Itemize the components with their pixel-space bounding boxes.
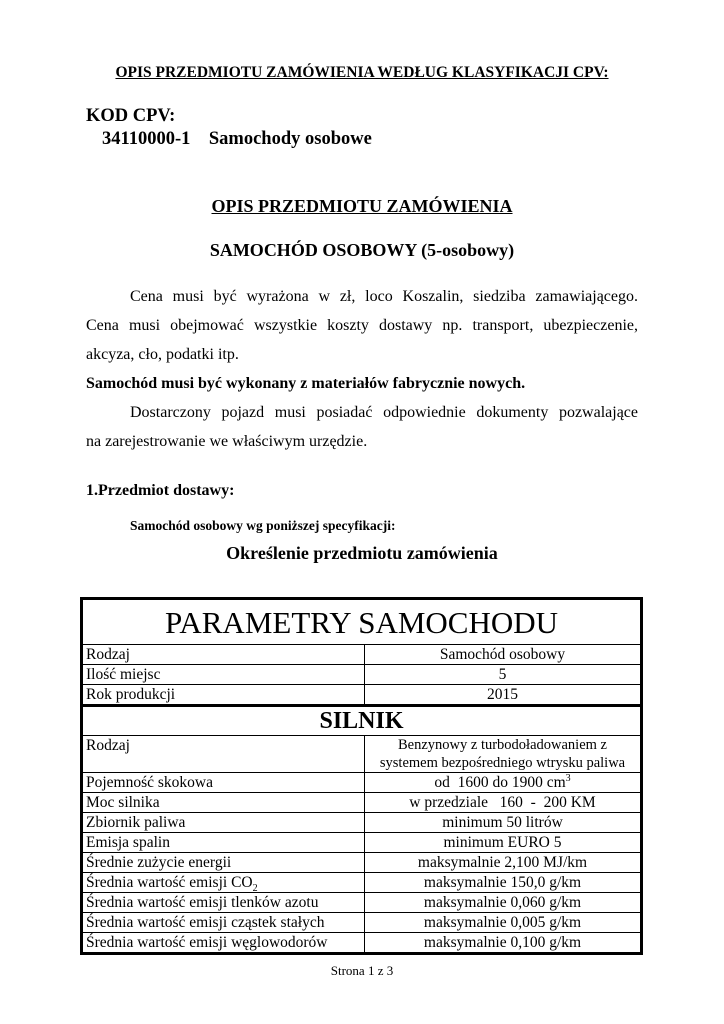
documents-line-2: na zarejestrowanie we właściwym urzędzie. [86, 433, 368, 450]
table-row [82, 893, 642, 913]
table-row [82, 833, 642, 853]
row-value: maksymalnie 150,0 g/km [365, 873, 642, 893]
row-value: maksymalnie 0,005 g/km [365, 913, 642, 933]
row-value: w przedziale 160 - 200 KM [365, 793, 642, 813]
row-value: minimum EURO 5 [365, 833, 642, 853]
row-value: 5 [365, 665, 642, 685]
table-row [82, 913, 642, 933]
table-header-row [82, 599, 642, 645]
row-label: Średnia wartość emisji cząstek stałych [82, 913, 365, 933]
table-row [82, 793, 642, 813]
table-row [82, 813, 642, 833]
row-label: Średnia wartość emisji tlenków azotu [82, 893, 365, 913]
displacement-value: od 1600 do 1900 cm [434, 774, 566, 791]
cpv-code-value: 34110000-1 Samochody osobowe [102, 129, 372, 149]
row-label: Średnie zużycie energii [82, 853, 365, 873]
row-value: maksymalnie 0,060 g/km [365, 893, 642, 913]
co2-label: Średnia wartość emisji CO [86, 874, 253, 891]
co2-subscript: 2 [252, 883, 258, 895]
table-header: PARAMETRY SAMOCHODU [82, 599, 642, 645]
delivery-title: Określenie przedmiotu zamówienia [226, 543, 498, 563]
row-value: maksymalnie 2,100 MJ/km [365, 853, 642, 873]
delivery-heading: 1.Przedmiot dostawy: [86, 482, 235, 499]
cpv-code-label: KOD CPV: [86, 106, 176, 126]
price-line-3: akcyza, cło, podatki itp. [86, 346, 239, 363]
engine-type-line-2: systemem bezpośredniego wtrysku paliwa [379, 755, 626, 771]
row-value: 2015 [365, 685, 642, 706]
row-value [365, 736, 642, 773]
table-row [82, 853, 642, 873]
row-label: Zbiornik paliwa [82, 813, 365, 833]
row-label: Ilość miejsc [82, 665, 365, 685]
row-label: Średnia wartość emisji węglowodorów [82, 933, 365, 954]
delivery-intro: Samochód osobowy wg poniższej specyfikacji: [130, 518, 396, 533]
table-row [82, 773, 642, 793]
specification-table [80, 597, 643, 955]
table-row [82, 873, 642, 893]
row-label: Emisja spalin [82, 833, 365, 853]
displacement-superscript: 3 [565, 772, 571, 784]
engine-header: SILNIK [82, 706, 642, 736]
table-row [82, 645, 642, 665]
table-row [82, 736, 642, 773]
row-label: Rodzaj [82, 736, 365, 773]
row-label: Rodzaj [82, 645, 365, 665]
row-label: Pojemność skokowa [82, 773, 365, 793]
row-value: minimum 50 litrów [365, 813, 642, 833]
section-subtitle: SAMOCHÓD OSOBOWY (5-osobowy) [209, 240, 515, 260]
row-label [82, 873, 365, 893]
document-title: OPIS PRZEDMIOTU ZAMÓWIENIA WEDŁUG KLASYFIKACJI CPV: [115, 64, 609, 81]
table-row [82, 685, 642, 706]
row-value: Samochód osobowy [365, 645, 642, 665]
paragraph-price [86, 282, 638, 456]
row-value [365, 773, 642, 793]
paragraph-new-materials: Samochód musi być wykonany z materiałów fabrycznie nowych. [86, 375, 526, 392]
table-row [82, 665, 642, 685]
row-label: Rok produkcji [82, 685, 365, 706]
price-line-2: Cena musi obejmować wszystkie koszty dostawy np. transport, ubezpieczenie, [86, 317, 638, 334]
section-title: OPIS PRZEDMIOTU ZAMÓWIENIA [211, 196, 513, 216]
page-number: Strona 1 z 3 [330, 963, 394, 978]
documents-line-1: Dostarczony pojazd musi posiadać odpowiednie dokumenty pozwalające [130, 404, 638, 421]
price-line-1: Cena musi być wyrażona w zł, loco Koszalin, siedziba zamawiającego. [130, 288, 638, 305]
engine-type-line-1: Benzynowy z turbodoładowaniem z [398, 737, 607, 753]
row-label: Moc silnika [82, 793, 365, 813]
engine-header-row [82, 706, 642, 736]
table-row [82, 933, 642, 954]
row-value: maksymalnie 0,100 g/km [365, 933, 642, 954]
